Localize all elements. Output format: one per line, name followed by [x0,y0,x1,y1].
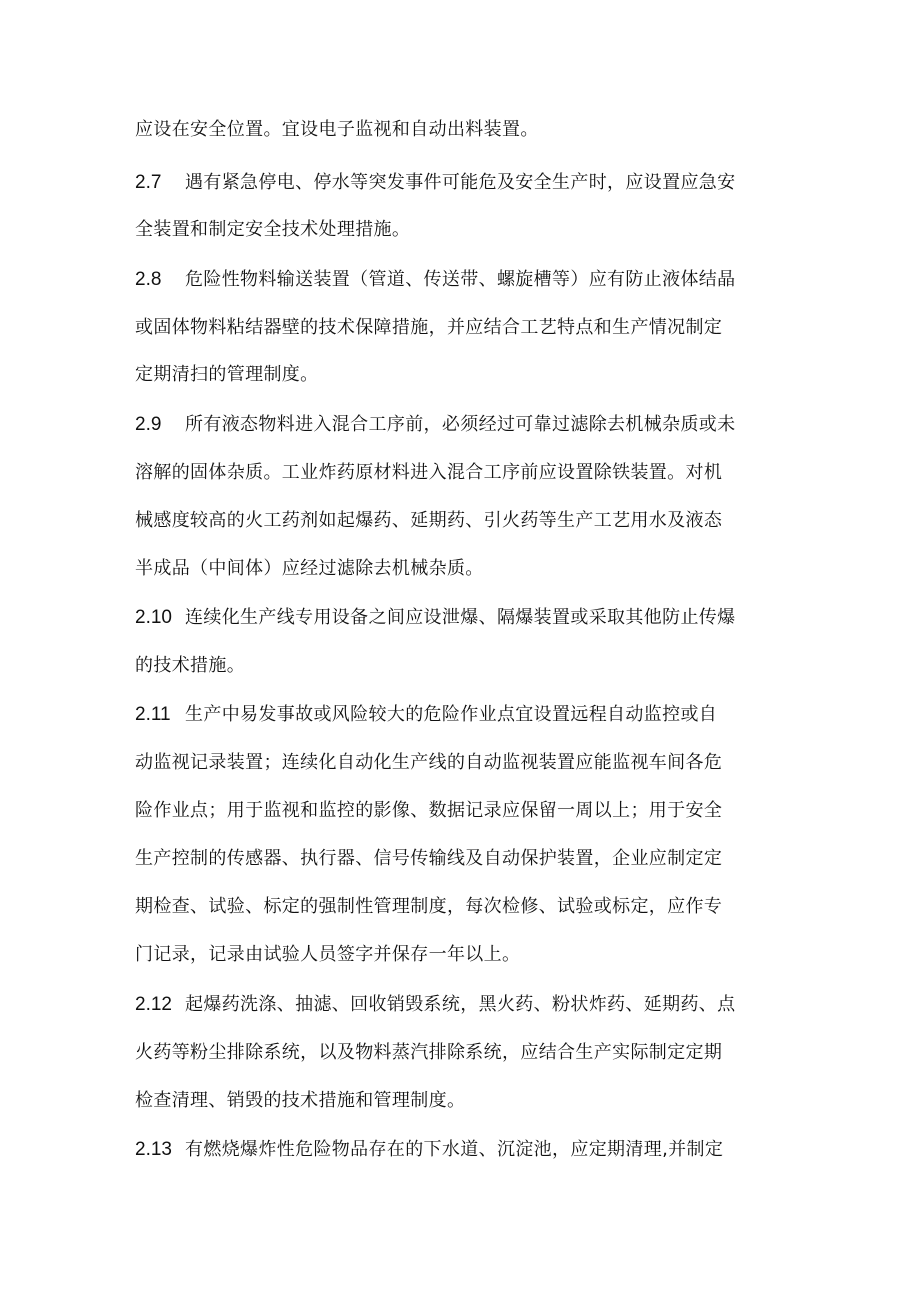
text-line [135,118,795,142]
text-line [135,1089,795,1113]
clause-text: 所有液态物料进入混合工序前，必须经过可靠过滤除去机械杂质或未 [185,414,736,435]
clause-2-9-line [135,413,795,437]
text-line [135,799,795,823]
text: 溶解的固体杂质。工业炸药原材料进入混合工序前应设置除铁装置。对机 [135,462,723,483]
text-line [135,316,795,340]
clause-2-13-line [135,1138,795,1162]
text: 半成品（中间体）应经过滤除去机械杂质。 [135,558,484,579]
clause-number: 2.10 [135,607,172,628]
clause-number: 2.8 [135,269,162,290]
text: 动监视记录装置；连续化自动化生产线的自动监视装置应能监视车间各危 [135,752,723,773]
text-line [135,751,795,775]
clause-text: 遇有紧急停电、停水等突发事件可能危及安全生产时，应设置应急安 [185,172,736,193]
clause-number: 2.7 [135,172,162,193]
text-line [135,509,795,533]
text: 险作业点；用于监视和监控的影像、数据记录应保留一周以上；用于安全 [135,800,723,821]
text-line [135,654,795,678]
text: 门记录，记录由试验人员签字并保存一年以上。 [135,944,521,965]
text-line [135,461,795,485]
clause-2-10-line [135,606,795,630]
text-line [135,1041,795,1065]
text: 生产控制的传感器、执行器、信号传输线及自动保护装置，企业应制定定 [135,848,723,869]
text: 的技术措施。 [135,655,246,676]
clause-2-8-line [135,268,795,292]
clause-2-11-line [135,703,795,727]
clause-number: 2.11 [135,704,171,725]
clause-text: 连续化生产线专用设备之间应设泄爆、隔爆装置或采取其他防止传爆 [185,607,736,628]
text: 械感度较高的火工药剂如起爆药、延期药、引火药等生产工艺用水及液态 [135,510,723,531]
text-line [135,895,795,919]
clause-2-7-line [135,171,795,195]
text: 或固体物料粘结器壁的技术保障措施，并应结合工艺特点和生产情况制定 [135,317,723,338]
text-line [135,557,795,581]
text: 应设在安全位置。宜设电子监视和自动出料装置。 [135,119,539,140]
text: 定期清扫的管理制度。 [135,364,319,385]
text: 检查清理、销毁的技术措施和管理制度。 [135,1090,466,1111]
clause-text: 危险性物料输送装置（管道、传送带、螺旋槽等）应有防止液体结晶 [185,269,736,290]
text-line [135,218,795,242]
clause-2-12-line [135,993,795,1017]
clause-text: 有燃烧爆炸性危险物品存在的下水道、沉淀池，应定期清理,并制定 [185,1139,724,1160]
clause-number: 2.13 [135,1139,172,1160]
clause-number: 2.9 [135,414,162,435]
text: 全装置和制定安全技术处理措施。 [135,219,411,240]
clause-text: 起爆药洗涤、抽滤、回收销毁系统，黑火药、粉状炸药、延期药、点 [185,994,736,1015]
clause-text: 生产中易发事故或风险较大的危险作业点宜设置远程自动监控或自 [185,704,718,725]
text: 火药等粉尘排除系统，以及物料蒸汽排除系统，应结合生产实际制定定期 [135,1042,723,1063]
text-line [135,363,795,387]
text: 期检查、试验、标定的强制性管理制度，每次检修、试验或标定，应作专 [135,896,723,917]
clause-number: 2.12 [135,994,172,1015]
text-line [135,943,795,967]
text-line [135,847,795,871]
